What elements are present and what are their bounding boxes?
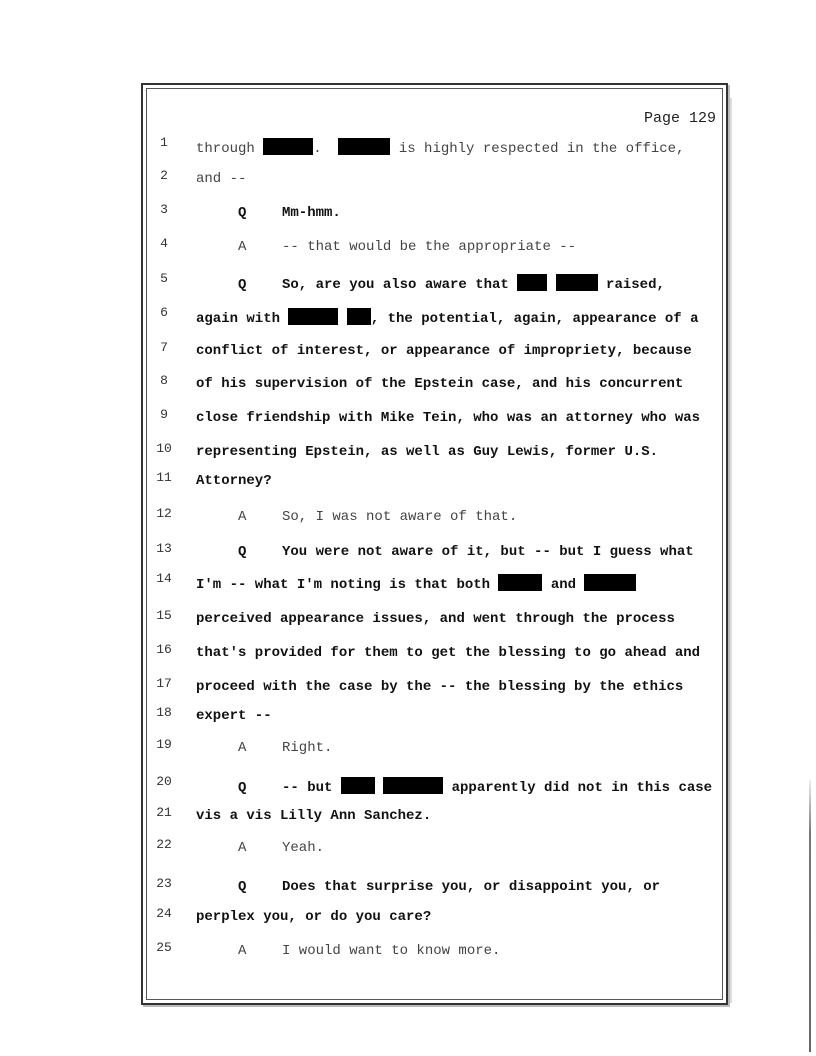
- text-segment: Attorney?: [196, 473, 272, 489]
- line-number: 1: [160, 135, 168, 150]
- line-text: [196, 679, 683, 695]
- speaker-label: A: [238, 840, 247, 856]
- redaction-block: [517, 274, 547, 291]
- text-segment: through: [196, 141, 264, 157]
- line-text: [196, 808, 431, 824]
- text-segment: Right.: [282, 740, 333, 756]
- redaction-block: [347, 308, 371, 325]
- line-number: 3: [160, 202, 168, 217]
- transcript-line: [0, 876, 816, 898]
- text-segment: You were not aware of it, but -- but I guess what: [282, 544, 694, 560]
- text-segment: Yeah.: [282, 840, 325, 856]
- text-segment: and: [542, 577, 585, 593]
- text-segment: perceived appearance issues, and went through the process: [196, 611, 675, 627]
- line-number: 13: [156, 541, 172, 556]
- text-segment: representing Epstein, as well as Guy Lewis, former U.S.: [196, 444, 659, 460]
- line-text: [238, 205, 341, 221]
- transcript-line: [0, 202, 816, 224]
- transcript-line: [0, 705, 816, 727]
- line-text: [238, 777, 712, 796]
- text-segment: that's provided for them to get the blessing to go ahead and: [196, 645, 701, 661]
- redaction-block: [263, 138, 313, 155]
- line-text: [238, 544, 694, 560]
- line-number: 4: [160, 236, 168, 251]
- speaker-label: A: [238, 943, 247, 959]
- text-segment: perplex you, or do you care?: [196, 909, 432, 925]
- text-segment: expert --: [196, 708, 272, 724]
- line-text: [196, 645, 700, 661]
- line-text: [196, 708, 272, 724]
- line-number: 10: [156, 441, 172, 456]
- speaker-label: Q: [238, 879, 247, 895]
- line-number: 15: [156, 608, 172, 623]
- line-number: 9: [160, 407, 168, 422]
- transcript-line: [0, 441, 816, 463]
- transcript-line: [0, 676, 816, 698]
- line-number: 6: [160, 305, 168, 320]
- line-number: 2: [160, 168, 168, 183]
- transcript-line: [0, 135, 816, 157]
- transcript-line: [0, 407, 816, 429]
- line-text: [238, 943, 500, 959]
- transcript-line: [0, 571, 816, 593]
- line-number: 18: [156, 705, 172, 720]
- transcript-line: [0, 608, 816, 630]
- transcript-line: [0, 373, 816, 395]
- transcript-line: [0, 506, 816, 528]
- redaction-block: [341, 777, 375, 794]
- line-text: [238, 239, 576, 255]
- line-text: [196, 611, 675, 627]
- page-number: Page 129: [643, 110, 716, 127]
- text-segment: [375, 780, 383, 796]
- redaction-block: [498, 574, 542, 591]
- transcript-line: [0, 642, 816, 664]
- speaker-label: Q: [238, 277, 247, 293]
- text-segment: So, are you also aware that: [282, 277, 518, 293]
- text-segment: -- but: [282, 780, 341, 796]
- text-segment: [547, 277, 555, 293]
- redaction-block: [288, 308, 338, 325]
- text-segment: , the potential, again, appearance of a: [370, 311, 699, 327]
- transcript-line: [0, 340, 816, 362]
- text-segment: .: [313, 141, 339, 157]
- line-number: 8: [160, 373, 168, 388]
- speaker-label: A: [238, 740, 247, 756]
- line-text: [196, 574, 636, 593]
- line-number: 25: [156, 940, 172, 955]
- text-segment: apparently did not in this case: [443, 780, 713, 796]
- line-text: [196, 473, 272, 489]
- text-segment: of his supervision of the Epstein case, and his concurrent: [196, 376, 684, 392]
- line-number: 7: [160, 340, 168, 355]
- speaker-label: A: [238, 239, 247, 255]
- line-number: 17: [156, 676, 172, 691]
- text-segment: [338, 311, 346, 327]
- text-segment: conflict of interest, or appearance of impropriety, because: [196, 343, 692, 359]
- text-segment: I'm -- what I'm noting is that both: [196, 577, 499, 593]
- transcript-line: [0, 906, 816, 928]
- line-number: 12: [156, 506, 172, 521]
- line-text: [196, 171, 246, 187]
- line-number: 16: [156, 642, 172, 657]
- line-number: 5: [160, 271, 168, 286]
- transcript-line: [0, 470, 816, 492]
- speaker-label: Q: [238, 780, 247, 796]
- line-number: 22: [156, 837, 172, 852]
- line-text: [238, 509, 517, 525]
- line-number: 19: [156, 737, 172, 752]
- transcript-line: [0, 805, 816, 827]
- line-number: 24: [156, 906, 172, 921]
- transcript-line: [0, 271, 816, 293]
- line-text: [238, 879, 660, 895]
- line-number: 21: [156, 805, 172, 820]
- line-text: [238, 840, 324, 856]
- line-number: 20: [156, 774, 172, 789]
- redaction-block: [338, 138, 390, 155]
- text-segment: vis a vis Lilly Ann Sanchez.: [196, 808, 432, 824]
- text-segment: and --: [196, 171, 247, 187]
- line-text: [196, 376, 683, 392]
- text-segment: again with: [196, 311, 289, 327]
- line-number: 11: [156, 470, 172, 485]
- transcript-line: [0, 774, 816, 796]
- text-segment: -- that would be the appropriate --: [282, 239, 577, 255]
- transcript-line: [0, 305, 816, 327]
- speaker-label: Q: [238, 544, 247, 560]
- redaction-block: [556, 274, 598, 291]
- text-segment: close friendship with Mike Tein, who was an attorney who was: [196, 410, 701, 426]
- transcript-line: [0, 940, 816, 962]
- text-segment: raised,: [597, 277, 665, 293]
- line-text: [238, 274, 665, 293]
- line-text: [196, 138, 685, 157]
- line-text: [196, 909, 431, 925]
- line-text: [196, 308, 698, 327]
- line-number: 14: [156, 571, 172, 586]
- text-segment: So, I was not aware of that.: [282, 509, 518, 525]
- transcript-line: [0, 541, 816, 563]
- text-segment: I would want to know more.: [282, 943, 501, 959]
- transcript-line: [0, 837, 816, 859]
- line-text: [196, 343, 692, 359]
- redaction-block: [383, 777, 443, 794]
- text-segment: proceed with the case by the -- the blessing by the ethics: [196, 679, 684, 695]
- line-number: 23: [156, 876, 172, 891]
- speaker-label: Q: [238, 205, 247, 221]
- transcript-line: [0, 168, 816, 190]
- transcript-line: [0, 737, 816, 759]
- line-text: [196, 444, 658, 460]
- transcript-line: [0, 236, 816, 258]
- speaker-label: A: [238, 509, 247, 525]
- text-segment: is highly respected in the office,: [390, 141, 685, 157]
- line-text: [238, 740, 332, 756]
- redaction-block: [584, 574, 636, 591]
- text-segment: Mm-hmm.: [282, 205, 341, 221]
- line-text: [196, 410, 700, 426]
- text-segment: Does that surprise you, or disappoint you, or: [282, 879, 661, 895]
